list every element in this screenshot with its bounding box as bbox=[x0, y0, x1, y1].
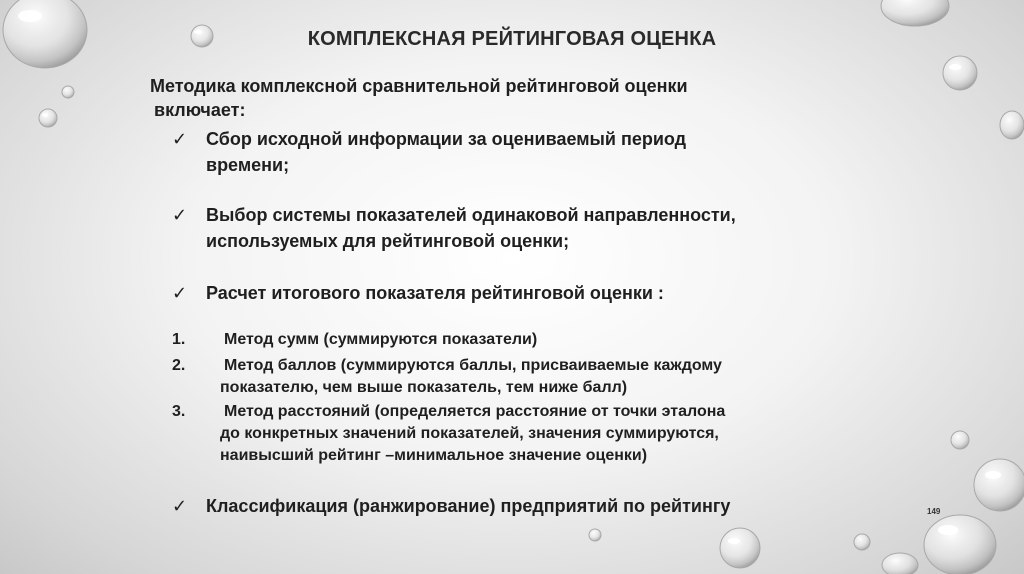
method-item-3 bbox=[172, 401, 725, 467]
check-icon: ✓ bbox=[172, 129, 188, 149]
check-item-3 bbox=[172, 280, 664, 306]
method-2-line-1: Метод баллов (суммируются баллы, присваиваемые каждому bbox=[224, 357, 722, 374]
check-item-4 bbox=[172, 493, 730, 519]
method-number: 3. bbox=[172, 403, 186, 420]
method-3-line-3: наивысший рейтинг –минимальное значение оценки) bbox=[220, 447, 648, 464]
slide-title: КОМПЛЕКСНАЯ РЕЙТИНГОВАЯ ОЦЕНКА bbox=[307, 28, 717, 50]
check-icon: ✓ bbox=[172, 496, 188, 516]
check-item-1 bbox=[172, 126, 686, 178]
method-number: 1. bbox=[172, 331, 186, 348]
check-item-2-line-1: Выбор системы показателей одинаковой направленности, bbox=[206, 205, 736, 225]
check-item-2 bbox=[172, 202, 736, 254]
check-item-4-line-1: Классификация (ранжирование) предприятий по рейтингу bbox=[206, 496, 731, 516]
check-item-1-line-1: Сбор исходной информации за оцениваемый период bbox=[206, 129, 687, 149]
method-number: 2. bbox=[172, 357, 186, 374]
check-item-1-line-2: времени; bbox=[206, 155, 290, 175]
check-item-3-line-1: Расчет итогового показателя рейтинговой оценки : bbox=[206, 283, 664, 303]
method-2-line-2: показателю, чем выше показатель, тем ниже балл) bbox=[220, 379, 628, 396]
method-item-2 bbox=[172, 355, 722, 399]
check-icon: ✓ bbox=[172, 205, 188, 225]
intro-line-2: включает: bbox=[154, 100, 246, 120]
check-item-2-line-2: используемых для рейтинговой оценки; bbox=[206, 231, 570, 251]
check-icon: ✓ bbox=[172, 283, 188, 303]
method-1-line-1: Метод сумм (суммируются показатели) bbox=[224, 331, 538, 348]
method-3-line-1: Метод расстояний (определяется расстояние от точки эталона bbox=[224, 403, 726, 420]
method-item-1 bbox=[172, 329, 537, 351]
method-3-line-2: до конкретных значений показателей, значения суммируются, bbox=[220, 425, 719, 442]
intro-line-1: Методика комплексной сравнительной рейтинговой оценки bbox=[150, 76, 688, 96]
page-number: 149 bbox=[927, 507, 941, 516]
intro-text bbox=[150, 74, 688, 122]
